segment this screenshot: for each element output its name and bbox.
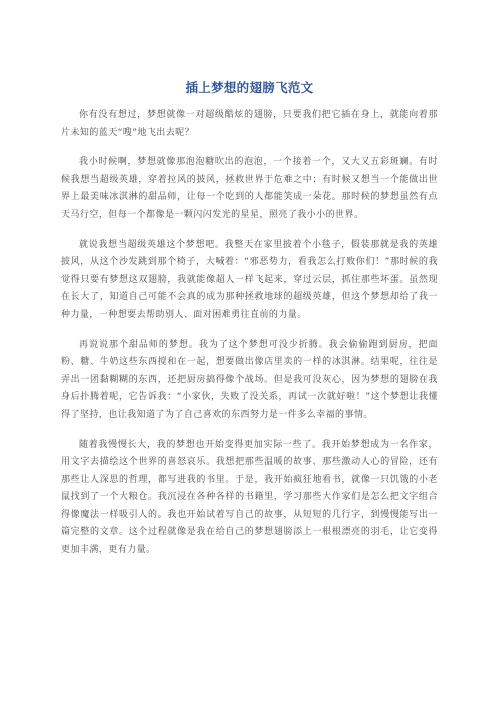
paragraph-3: 就说我想当超级英雄这个梦想吧。我整天在家里披着个小毯子，假装那就是我的英雄披风，从这个沙发跳到那个椅子，大喊着：“邪恶势力，看我怎么打败你们！”那时候的我觉得只要有梦想这双翅膀，我就能像超人一样飞起来，穿过云层，抓住那些坏蛋。虽然现在长大了，知道自己可能不会真的成为那种拯救地球的超级英雄，但这个梦想却给了我一种力量，一种想要去帮助别人、面对困难勇往直前的力量。 (61, 239, 438, 320)
document-title: 插上梦想的翅膀飞范文 (185, 80, 314, 95)
paragraph-5: 随着我慢慢长大，我的梦想也开始变得更加实际一些了。我开始梦想成为一名作家，用文字去描绘这个世界的喜怒哀乐。我想把那些温暖的故事、那些激动人心的冒险，还有那些让人深思的哲理，都写进我的书里。于是，我开始疯狂地看书，就像一只饥饿的小老鼠找到了一个大粮仓。我沉浸在各种各样的书籍里，学习那些大作家们是怎么把文字组合得像魔法一样吸引人的。我也开始试着写自己的故事，从短短的几行字，到慢慢能写出一篇完整的文章。这个过程就像是我在给自己的梦想翅膀添上一根根漂亮的羽毛，让它变得更加丰满，更有力量。 (61, 439, 438, 556)
paragraph-4: 再说说那个甜品师的梦想。我为了这个梦想可没少折腾。我会偷偷跑到厨房，把面粉、糖、牛奶这些东西搅和在一起，想要做出像店里卖的一样的冰淇淋。结果呢，往往是弄出一团黏糊糊的东西，还把厨房搞得像个战场。但是我可没灰心，因为梦想的翅膀在我身后扑腾着呢，它告诉我：“小家伙，失败了没关系，再试一次就好啦！”这个梦想让我懂得了坚持，也让我知道了为了自己喜欢的东西努力是一件多么幸福的事情。 (61, 339, 438, 420)
paragraph-1: 你有没有想过，梦想就像一对超级酷炫的翅膀，只要我们把它插在身上，就能向着那片未知的蓝天“嗖”地飞出去呢？ (61, 110, 438, 138)
paragraph-2: 我小时候啊，梦想就像那泡泡糖吹出的泡泡，一个接着一个，又大又五彩斑斓。有时候我想当超级英雄，穿着拉风的披风，拯救世界于危难之中；有时候又想当一个能做出世界上最美味冰淇淋的甜品师，让每一个吃到的人都能笑成一朵花。那时候的梦想虽然有点天马行空，但每一个都像是一颗闪闪发光的星星，照亮了我小小的世界。 (61, 157, 438, 220)
